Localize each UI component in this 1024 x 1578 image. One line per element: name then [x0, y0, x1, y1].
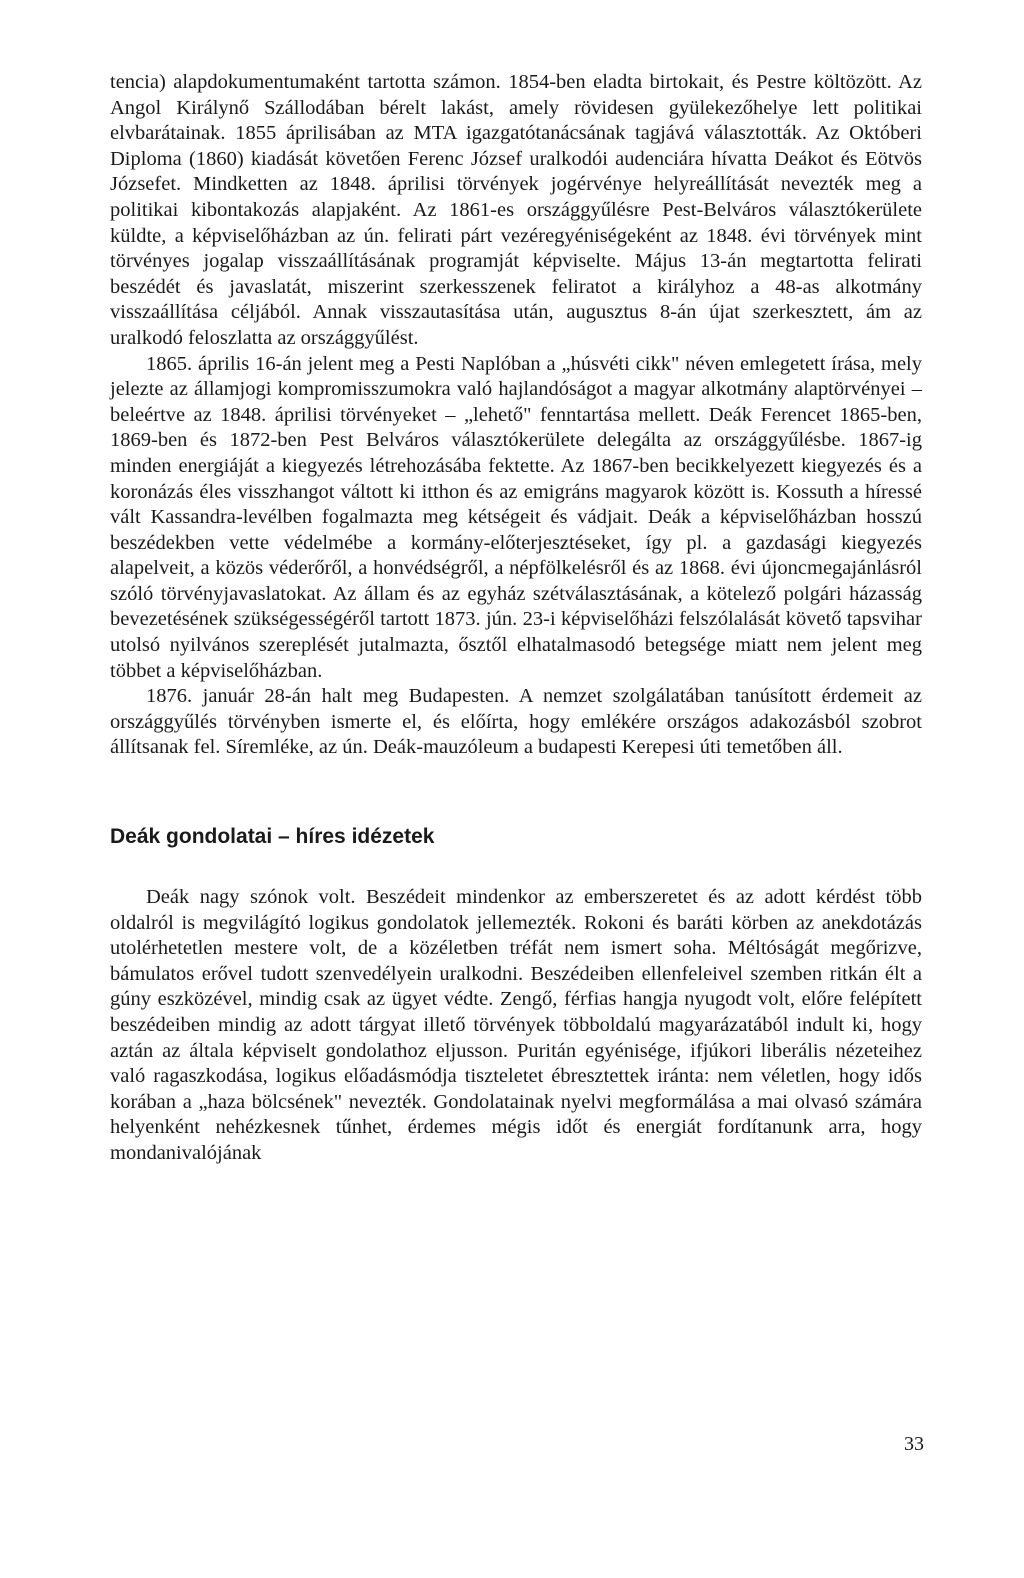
- paragraph-2: 1865. április 16-án jelent meg a Pesti Naplóban a „húsvéti cikk" néven emlegetett írása, mely jelezte az államjogi kompromisszumokra való hajlandóságot a magyar alkotmány alaptörvényei – beleértve az 1848. áprilisi törvényeket – „lehető" fenntartása mellett. Deák Ferencet 1865-ben, 1869-ben és 1872-ben Pest Belváros választókerülete delegálta az országgyűlésbe. 1867-ig minden energiáját a kiegyezés létrehozásába fektette. Az 1867-ben becikkelyezett kiegyezés és a koronázás éles visszhangot váltott ki itthon és az emigráns magyarok között is. Kossuth a híressé vált Kassandra-levélben fogalmazta meg kétségeit és vádjait. Deák a képviselőházban hosszú beszédekben vette védelmébe a kormány-előterjesztéseket, így pl. a gazdasági kiegyezés alapelveit, a közös véderőről, a honvédségről, a népfölkelésről és az 1868. évi újoncmegajánlásról szóló törvényjavaslatokat. Az állam és az egyház szétválasztásának, a kötelező polgári házasság bevezetésének szükségességéről tartott 1873. jún. 23-i képviselőházi felszólalását követő tapsvihar utolsó nyilvános szereplését jutalmazta, ősztől elhatalmasodó betegsége miatt nem jelent meg többet a képviselőházban.: [110, 352, 922, 682]
- section-heading: Deák gondolatai – híres idézetek: [110, 825, 435, 849]
- page-number: 33: [904, 1433, 924, 1455]
- paragraph-4: Deák nagy szónok volt. Beszédeit mindenkor az emberszeretet és az adott kérdést több oldalról is megvilágító logikus gondolatok jellemezték. Rokoni és baráti körben az anekdotázás utolérhetetlen mestere volt, de a közéletben tréfát nem ismert soha. Méltóságát megőrizve, bámulatos erővel tudott szenvedélyein uralkodni. Beszédeiben ellenfeleivel szemben ritkán élt a gúny eszközével, mindig csak az ügyet védte. Zengő, férfias hangja nyugodt volt, előre felépített beszédeiben mindig az adott tárgyat illető törvények többoldalú magyarázatából indult ki, hogy aztán az általa képviselt gondolathoz eljusson. Puritán egyénisége, ifjúkori liberális nézeteihez való ragaszkodása, logikus előadásmódja tiszteletet ébresztettek iránta: nem véletlen, hogy idős korában a „haza bölcsének" nevezték. Gondolatainak nyelvi megformálása a mai olvasó számára helyenként nehézkesnek tűnhet, érdemes mégis időt és energiát fordítanunk arra, hogy mondanivalójának: [110, 886, 922, 1164]
- paragraph-1: tencia) alapdokumentumaként tartotta számon. 1854-ben eladta birtokait, és Pestre költözött. Az Angol Királynő Szállodában bérelt lakást, amely rövidesen gyülekezőhelye lett politikai elvbarátainak. 1855 áprilisában az MTA igazgatótanácsának tagjává választották. Az Októberi Diploma (1860) kiadását követően Ferenc József uralkodói audenciára hívatta Deákot és Eötvös Józsefet. Mindketten az 1848. áprilisi törvények jogérvénye helyreállítását nevezték meg a politikai kibontakozás alapjaként. Az 1861-es országgyűlésre Pest-Belváros választókerülete küldte, a képviselőházban az ún. felirati párt vezéregyéniségeként az 1848. évi törvények mint törvényes jogalap visszaállításának programját képviselte. Május 13-án megtartotta felirati beszédét és javaslatát, miszerint szerkesszenek feliratot a királyhoz a 48-as alkotmány visszaállítása céljából. Annak visszautasítása után, augusztus 8-án újat szerkesztett, ám az uralkodó feloszlatta az országgyűlést.: [110, 71, 922, 349]
- paragraph-3: 1876. január 28-án halt meg Budapesten. A nemzet szolgálatában tanúsított érdemeit az országgyűlés törvényben ismerte el, és előírta, hogy emlékére országos adakozásból szobrot állítsanak fel. Síremléke, az ún. Deák-mauzóleum a budapesti Kerepesi úti temetőben áll.: [110, 685, 922, 759]
- page-body: [110, 70, 922, 1167]
